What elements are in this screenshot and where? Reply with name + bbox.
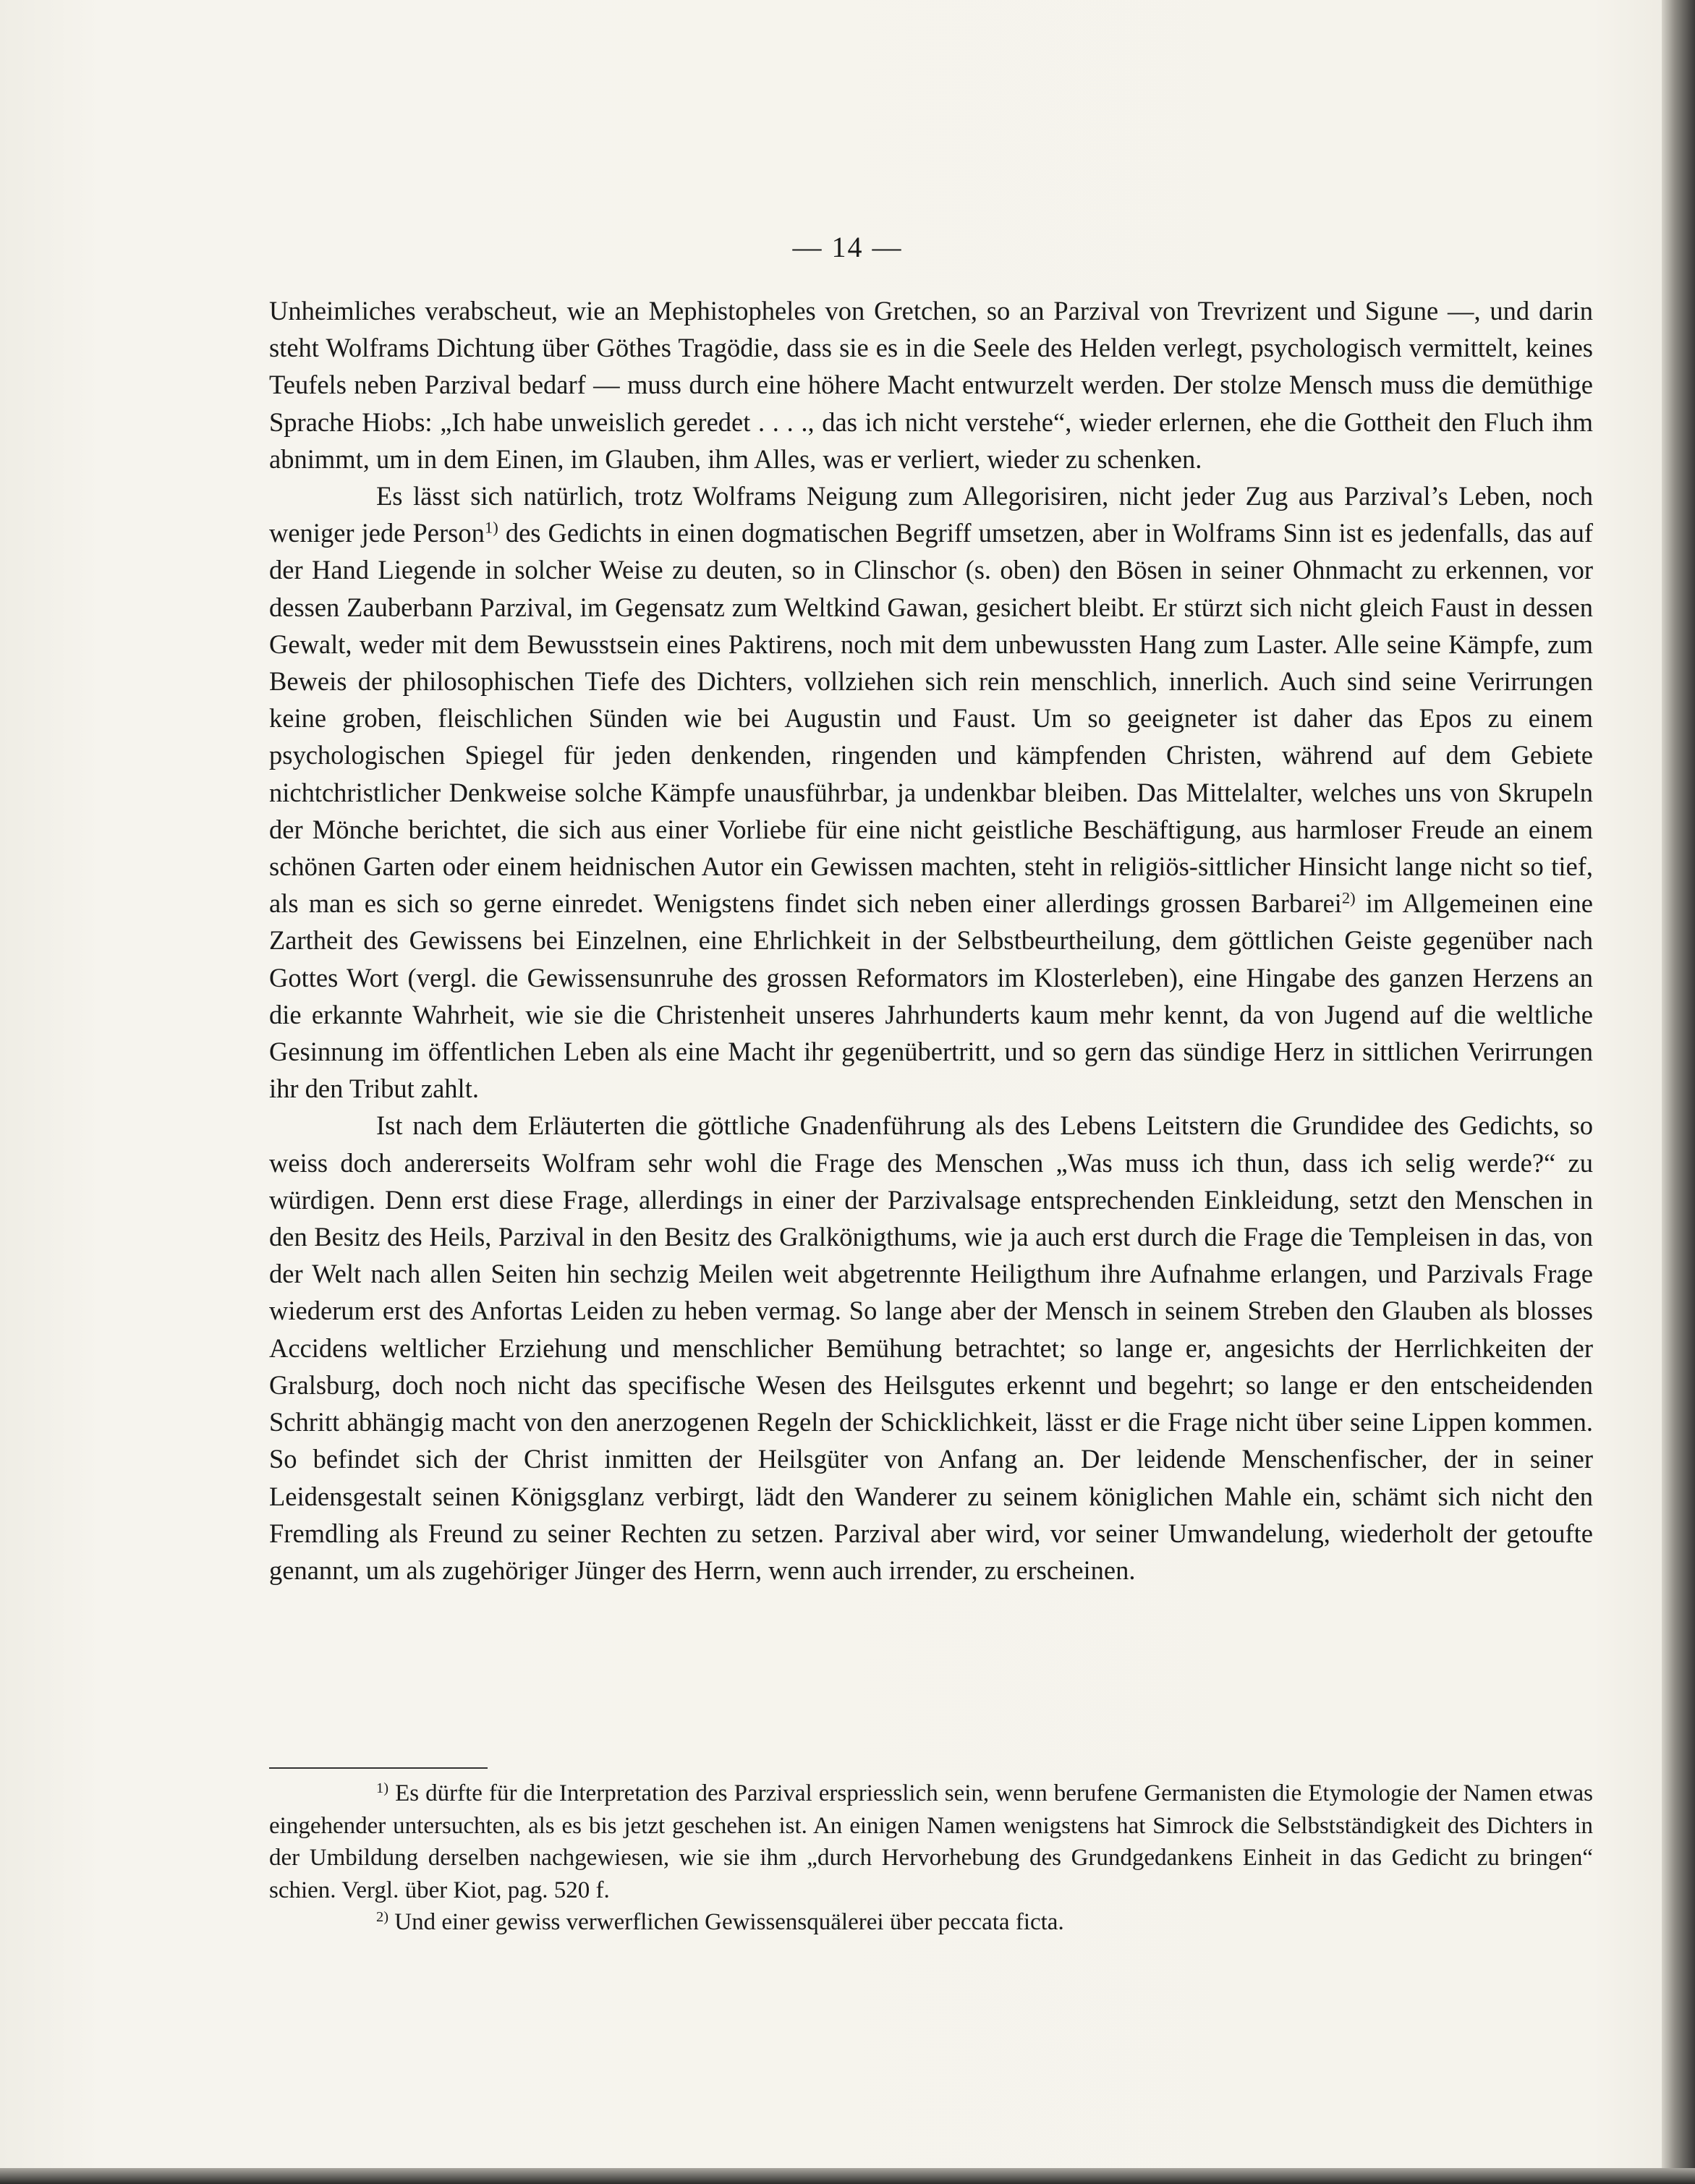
footnote-marker: 1): [376, 1780, 389, 1796]
paragraph-text: Unheimliches verabscheut, wie an Mephistopheles von Gretchen, so an Parzival von Trevrizent und Sigune —, und darin steht Wolframs Dichtung über Göthes Tragödie, dass sie es in die Seele des Helden verlegt, psychologisch vermittelt, keines Teufels neben Parzival bedarf — muss durch eine höhere Macht entwurzelt werden. Der stolze Mensch muss die demüthige Sprache Hiobs: „Ich habe unweislich geredet . . . ., das ich nicht verstehe“, wieder erlernen, ehe die Gottheit den Fluch ihm abnimmt, um in dem Einen, im Glauben, ihm Alles, was er verliert, wieder zu schenken.: [269, 296, 1593, 474]
footnote-text: Und einer gewiss verwerflichen Gewissensquälerei über peccata ficta.: [388, 1909, 1064, 1935]
footnotes: [269, 1777, 1593, 1939]
body-text: [269, 292, 1593, 1589]
paragraph-text: Es lässt sich natürlich, trotz Wolframs Neigung zum Allegorisiren, nicht jeder Zug aus Parzival’s Leben, noch weniger jede Person: [269, 481, 1593, 548]
paragraph-1: [269, 292, 1593, 477]
footnote-divider: [269, 1767, 488, 1769]
paragraph-text: im Allgemeinen eine Zartheit des Gewissens bei Einzelnen, eine Ehrlichkeit in der Selbstbeurtheilung, dem göttlichen Geiste gegenüber nach Gottes Wort (vergl. die Gewissensunruhe des grossen Reformators im Klosterleben), eine Hingabe des ganzen Herzens an die erkannte Wahrheit, wie sie die Christenheit unseres Jahrhunderts kaum mehr kennt, da von Jugend auf die weltliche Gesinnung im öffentlichen Leben als eine Macht ihr gegenübertritt, und so gern das sündige Herz in sittlichen Verirrungen ihr den Tribut zahlt.: [269, 888, 1593, 1104]
paragraph-text: Ist nach dem Erläuterten die göttliche Gnadenführung als des Lebens Leitstern die Grundidee des Gedichts, so weiss doch andererseits Wolfram sehr wohl die Frage des Menschen „Was muss ich thun, dass ich selig werde?“ zu würdigen. Denn erst diese Frage, allerdings in einer der Parzivalsage entsprechenden Einkleidung, setzt den Menschen in den Besitz des Heils, Parzival in den Besitz des Gralkönigthums, wie ja auch erst durch die Frage die Templeisen in das, von der Welt nach allen Seiten hin sechzig Meilen weit abgetrennte Heiligthum ihre Aufnahme erlangen, und Parzivals Frage wiederum erst des Anfortas Leiden zu heben vermag. So lange aber der Mensch in seinem Streben den Glauben als blosses Accidens weltlicher Erziehung und menschlicher Bemühung betrachtet; so lange er, angesichts der Herrlichkeiten der Gralsburg, doch noch nicht das specifische Wesen des Heilsgutes erkennt und begehrt; so lange er den entscheidenden Schritt abhängig macht von den anerzogenen Regeln der Schicklichkeit, lässt er die Frage nicht über seine Lippen kommen. So befindet sich der Christ inmitten der Heilsgüter von Anfang an. Der leidende Menschenfischer, der in seiner Leidensgestalt seinen Königsglanz verbirgt, lädt den Wanderer zu seinem königlichen Mahle ein, schämt sich nicht den Fremdling als Freund zu seiner Rechten zu setzen. Parzival aber wird, vor seiner Umwandelung, wiederholt der getoufte genannt, um als zugehöriger Jünger des Herrn, wenn auch irrender, zu erscheinen.: [269, 1110, 1593, 1585]
page-number: — 14 —: [792, 231, 903, 263]
page-edge-shadow: [1662, 0, 1695, 2184]
page-bottom-shadow: [0, 2168, 1695, 2184]
paragraph-2: [269, 477, 1593, 1107]
footnote-ref-1[interactable]: 1): [484, 518, 498, 537]
footnote-text: Es dürfte für die Interpretation des Parzival erspriesslich sein, wenn berufene Germanisten die Etymologie der Namen etwas eingehender untersuchten, als es bis jetzt geschehen ist. An einigen Namen wenigstens hat Simrock die Selbstständigkeit des Dichters in der Umbildung derselben nachgewiesen, wie sie ihm „durch Hervorhebung des Grundgedankens Einheit in das Gedicht zu bringen“ schien. Vergl. über Kiot, pag. 520 f.: [269, 1780, 1593, 1903]
footnote-1: [269, 1777, 1593, 1906]
footnote-marker: 2): [376, 1908, 389, 1925]
paragraph-3: [269, 1107, 1593, 1589]
footnote-ref-2[interactable]: 2): [1341, 888, 1356, 907]
footnote-2: [269, 1906, 1593, 1939]
paragraph-text: des Gedichts in einen dogmatischen Begriff umsetzen, aber in Wolframs Sinn ist es jedenfalls, das auf der Hand Liegende in solcher Weise zu deuten, so in Clinschor (s. oben) den Bösen in seiner Ohnmacht zu erkennen, vor dessen Zauberbann Parzival, im Gegensatz zum Weltkind Gawan, gesichert bleibt. Er stürzt sich nicht gleich Faust in dessen Gewalt, weder mit dem Bewusstsein eines Paktirens, noch mit dem unbewussten Hang zum Laster. Alle seine Kämpfe, zum Beweis der philosophischen Tiefe des Dichters, vollziehen sich rein menschlich, innerlich. Auch sind seine Verirrungen keine groben, fleischlichen Sünden wie bei Augustin und Faust. Um so geeigneter ist daher das Epos zu einem psychologischen Spiegel für jeden denkenden, ringenden und kämpfenden Christen, während auf dem Gebiete nichtchristlicher Denkweise solche Kämpfe unausführbar, ja undenkbar bleiben. Das Mittelalter, welches uns von Skrupeln der Mönche berichtet, die sich aus einer Vorliebe für eine nicht geistliche Beschäftigung, aus harmloser Freude an einem schönen Garten oder einem heidnischen Autor ein Gewissen machten, steht in religiös-sittlicher Hinsicht lange nicht so tief, als man es sich so gerne einredet. Wenigstens findet sich neben einer allerdings grossen Barbarei: [269, 518, 1593, 919]
